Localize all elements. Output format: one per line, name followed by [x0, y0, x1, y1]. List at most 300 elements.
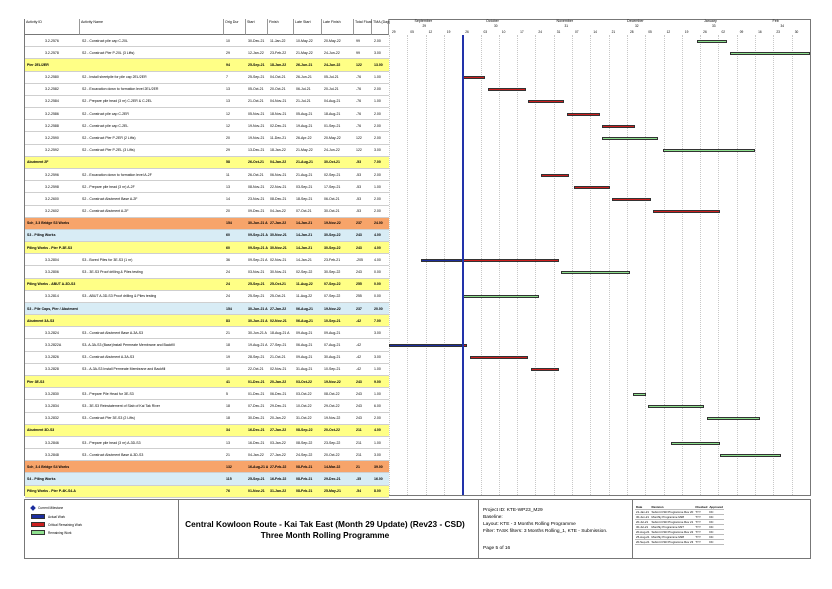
cell-finish: 20-Oct-21	[270, 87, 286, 92]
cell-tma: 39.00	[374, 464, 383, 469]
cell-tf: -205	[356, 257, 364, 262]
table-row[interactable]	[25, 254, 389, 266]
cell-tf: 255	[356, 282, 362, 287]
cell-dur: 24	[226, 294, 230, 299]
week-gridline	[517, 35, 518, 495]
remaining-bar[interactable]	[648, 405, 704, 408]
cell-finish: 18-Jan-22	[270, 62, 287, 67]
column-header-label: Start	[247, 20, 255, 24]
revision-cell: DC	[708, 525, 724, 530]
cell-dur: 132	[226, 464, 232, 469]
week-gridline	[773, 35, 774, 495]
critical-bar[interactable]	[528, 100, 564, 103]
remaining-bar[interactable]	[720, 454, 781, 457]
cell-finish: 11-Dec-21	[270, 136, 287, 141]
column-header-label: Finish	[269, 20, 279, 24]
baseline: Baseline:	[483, 515, 503, 520]
cell-finish: 06-Nov-21	[270, 172, 287, 177]
table-row[interactable]	[25, 120, 389, 132]
table-row[interactable]	[25, 291, 389, 303]
cell-ls: 06-Jul-21	[296, 87, 311, 92]
cell-ls: 03-Oct-22	[296, 379, 312, 384]
table-row[interactable]	[25, 352, 389, 364]
cell-tf: 243	[356, 233, 362, 238]
table-row[interactable]	[25, 84, 389, 96]
cell-ls: 14-Jan-21	[296, 221, 313, 226]
table-row[interactable]	[25, 437, 389, 449]
column-header[interactable]	[25, 19, 80, 35]
cell-tma	[374, 340, 389, 351]
cell-id: Piling Works - Pier P-4K-S4-A	[27, 489, 76, 494]
cell-ls: 07-Oct-21	[296, 209, 312, 214]
cell-tma: 1.00	[374, 440, 381, 445]
cell-tf: -76	[356, 123, 362, 128]
critical-bar[interactable]	[531, 368, 559, 371]
critical-bar[interactable]	[567, 113, 600, 116]
table-row[interactable]	[25, 364, 389, 376]
group-row[interactable]	[25, 315, 389, 327]
cell-tma: 7.00	[374, 160, 381, 165]
cell-id: 3.2-2588	[45, 123, 59, 128]
critical-bar[interactable]	[470, 356, 529, 359]
cell-tf: 122	[356, 136, 362, 141]
cell-dur: 18	[226, 403, 230, 408]
revision-header: Checked	[695, 505, 708, 509]
table-row[interactable]	[25, 327, 389, 339]
table-row[interactable]	[25, 181, 389, 193]
cell-dur: 36	[226, 257, 230, 262]
cell-start: 04-Jan-22	[248, 452, 264, 457]
timescale-week: 09	[739, 30, 744, 34]
revision-cell: DC	[708, 510, 724, 515]
timescale-week: 12	[666, 30, 671, 34]
cell-name: S2 - Install sheetpile for pile cap 2EL/2ER	[82, 75, 147, 80]
timescale-week: 17	[520, 30, 524, 34]
week-gridline	[682, 35, 683, 495]
column-header[interactable]	[322, 19, 354, 35]
cell-dur: 24	[226, 269, 230, 274]
cell-ls: 18-Sep-21	[296, 196, 313, 201]
cell-ls: 03-Sep-21	[296, 184, 313, 189]
cell-finish: 03-Jan-22	[270, 440, 286, 445]
group-row[interactable]	[25, 425, 389, 437]
cell-ls: 19-Aug-21	[296, 123, 313, 128]
cell-start: 22-Oct-21	[248, 367, 264, 372]
cell-dur: 20	[226, 136, 230, 141]
timescale-week: 02	[721, 30, 726, 34]
cell-id: 3.3-2814	[45, 294, 59, 299]
table-row[interactable]	[25, 145, 389, 157]
cell-ls: 03-Oct-22	[296, 391, 312, 396]
timescale-period: 30	[494, 24, 498, 28]
group-row[interactable]	[25, 376, 389, 388]
cell-start: 25-Sep-21	[248, 62, 265, 67]
cell-lf: 24-Jun-22	[324, 148, 340, 153]
timescale-period: 34	[780, 24, 785, 28]
cell-id: Abutment 2F	[27, 160, 49, 165]
cell-tf: 21	[356, 464, 360, 469]
critical-bar[interactable]	[653, 210, 719, 213]
cell-lf: 14-Mar-22	[324, 464, 341, 469]
group-row[interactable]	[25, 59, 389, 71]
cell-dur: 29	[226, 50, 230, 55]
cell-tma: 2.00	[374, 111, 381, 116]
cell-lf: 05-Jul-21	[324, 75, 339, 80]
data-date-line	[462, 35, 464, 495]
cell-tf: 122	[356, 148, 362, 153]
cell-start: 13-Dec-21	[248, 148, 265, 153]
cell-name	[82, 59, 224, 70]
cell-tf: 211	[356, 440, 362, 445]
cell-id: 3.2-2600	[45, 196, 59, 201]
table-row[interactable]	[25, 47, 389, 59]
cell-start: 30-Jun-21 A	[248, 306, 268, 311]
cell-name: S2 - Construct Pier P-2EL (3 Lifts)	[82, 148, 135, 153]
actual-work-swatch-icon	[31, 514, 45, 519]
cell-finish: 30-Nov-21	[270, 233, 287, 238]
timescale-week: 10	[501, 30, 506, 34]
cell-tma: 9.00	[374, 379, 381, 384]
cell-finish: 04-Jan-22	[270, 160, 287, 165]
cell-dur: 14	[226, 196, 230, 201]
cell-lf: 10-Sep-21	[324, 318, 341, 323]
cell-id: 3.3-2804	[45, 257, 59, 262]
table-row[interactable]	[25, 108, 389, 120]
critical-bar[interactable]	[612, 198, 650, 201]
cell-finish: 02-Nov-21	[270, 257, 287, 262]
cell-id: 3.3-2832	[45, 416, 59, 421]
cell-name: S2 - Construct Pier P-20L (3 Lifts)	[82, 50, 135, 55]
table-row[interactable]	[25, 388, 389, 400]
column-header-label: Late Start	[295, 20, 311, 24]
cell-start: 19-Aug-21 A	[248, 343, 268, 348]
cell-name	[82, 473, 224, 484]
cell-lf: 04-Aug-21	[324, 99, 341, 104]
cell-tf: -76	[356, 75, 362, 80]
group-row[interactable]	[25, 242, 389, 254]
cell-lf: 29-Oct-22	[324, 403, 340, 408]
cell-start: 05-Nov-21	[248, 111, 265, 116]
cell-name: S3 - Construct Abutment A-3A-S3	[82, 355, 135, 360]
cell-finish: 18-Nov-21	[270, 111, 287, 116]
cell-ls: 21-Aug-21	[296, 172, 313, 177]
remaining-bar[interactable]	[462, 295, 539, 298]
cell-finish: 31-Jan-22	[270, 489, 287, 494]
timescale-week: 19	[684, 30, 689, 34]
revision-cell: TYY	[694, 515, 708, 520]
cell-tma: 1.00	[374, 367, 381, 372]
cell-id: 3.2-2582	[45, 87, 59, 92]
cell-start: 21-Oct-21	[248, 99, 264, 104]
cell-dur: 13	[226, 99, 230, 104]
remaining-bar[interactable]	[707, 417, 761, 420]
cell-finish: 08-Dec-21	[270, 196, 287, 201]
cell-dur: 21	[226, 330, 230, 335]
table-row[interactable]	[25, 72, 389, 84]
cell-tma: 0.00	[374, 294, 381, 299]
cell-ls: 09-Aug-21	[296, 330, 313, 335]
group-row[interactable]	[25, 279, 389, 291]
table-row[interactable]	[25, 193, 389, 205]
revision-cell: TYY	[694, 530, 708, 535]
cell-lf: 18-Aug-21	[324, 111, 341, 116]
cell-tf: -76	[356, 111, 362, 116]
revision-cell: 20-Sep-21	[636, 540, 650, 544]
cell-lf: 06-Oct-21	[324, 196, 340, 201]
report-title	[180, 519, 470, 541]
cell-tf: 243	[356, 379, 362, 384]
cell-start: 25-Sep-21	[248, 477, 265, 482]
cell-tma: 24.00	[374, 221, 383, 226]
revision-cell: TYY	[694, 520, 708, 525]
cell-ls: 10-May-22	[296, 38, 313, 43]
week-gridline	[755, 35, 756, 495]
group-row[interactable]	[25, 157, 389, 169]
cell-tma: 0.00	[374, 269, 381, 274]
critical-bar[interactable]	[541, 174, 569, 177]
revision-cell: Monthly Programme M28	[651, 515, 695, 520]
layout: Layout: KTE - 3 Months Rolling Programme	[483, 522, 576, 527]
cell-ls: 24-Sep-22	[296, 452, 313, 457]
cell-start: 09-Sep-21 A	[248, 245, 268, 250]
revision-cell: Submit CSD Programme Rev 20	[651, 510, 694, 514]
remaining-bar[interactable]	[671, 442, 719, 445]
column-header[interactable]	[268, 19, 294, 35]
cell-tma: 4.00	[374, 428, 381, 433]
group-row[interactable]	[25, 486, 389, 498]
cell-name	[82, 376, 224, 387]
cell-start: 05-Oct-21	[248, 87, 264, 92]
column-header[interactable]	[354, 19, 372, 35]
cell-id: Piling Works - ABUT A-3D-S3	[27, 282, 76, 287]
actual-bar[interactable]	[389, 344, 462, 347]
revision-row	[635, 515, 724, 520]
timescale-week: 21	[611, 30, 616, 34]
cell-lf: 20-Jul-21	[324, 87, 339, 92]
cell-dur: 29	[226, 148, 230, 153]
cell-start: 12-Jan-22	[248, 50, 264, 55]
cell-finish: 22-Nov-21	[270, 184, 287, 189]
actual-bar[interactable]	[421, 259, 462, 262]
cell-ls: 08-Feb-21	[296, 477, 313, 482]
legend-current-milestone	[31, 506, 63, 510]
remaining-bar[interactable]	[602, 137, 658, 140]
table-row[interactable]	[25, 413, 389, 425]
cell-finish: 30-Nov-21	[270, 269, 287, 274]
critical-bar[interactable]	[462, 76, 485, 79]
cell-finish: 04-Nov-21	[270, 99, 287, 104]
cell-name	[82, 425, 224, 436]
group-row[interactable]	[25, 473, 389, 485]
week-gridline	[554, 35, 555, 495]
timescale-month: December	[627, 19, 644, 23]
timescale-period: 33	[712, 24, 716, 28]
cell-finish: 21-Oct-21	[270, 355, 286, 360]
cell-id: 3.3-2848	[45, 452, 59, 457]
cell-finish: 20-Jan-22	[270, 416, 286, 421]
table-row[interactable]	[25, 96, 389, 108]
cell-tma: 4.00	[374, 257, 381, 262]
cell-id: S4 - Piling Works	[27, 477, 56, 482]
cell-lf: 20-Oct-22	[324, 428, 340, 433]
group-row[interactable]	[25, 303, 389, 315]
cell-ls: 08-Feb-21	[296, 489, 313, 494]
revision-cell: DC	[708, 515, 724, 520]
cell-name	[82, 461, 224, 472]
cell-lf: 01-Sep-21	[324, 123, 341, 128]
cell-start: 30-Dec-21	[248, 38, 265, 43]
cell-ls: 31-Oct-22	[296, 416, 312, 421]
revision-cell: Monthly Programme M27	[651, 525, 695, 530]
cell-name: S3 - Bored Piles for 3E-S3 (1 nr)	[82, 257, 133, 262]
timescale-week: 16	[758, 30, 762, 34]
timescale-month: October	[486, 19, 499, 23]
table-row[interactable]	[25, 169, 389, 181]
report-title-line1: Central Kowloon Route - Kai Tak East (Month 29 Update) (Rev23 - CSD)	[185, 519, 465, 529]
page-number: Page 5 of 16	[483, 546, 511, 551]
remaining-bar[interactable]	[697, 40, 728, 43]
cell-name: S3- A-3A-S3 (Base)Install Permeate Membrane and Backfill	[82, 343, 175, 348]
timescale-month: Feb	[772, 19, 779, 23]
cell-finish: 16-Feb-22	[270, 477, 287, 482]
cell-tma: 7.00	[374, 318, 381, 323]
table-row[interactable]	[25, 400, 389, 412]
cell-tf: 243	[356, 416, 362, 421]
column-header[interactable]	[80, 19, 224, 35]
cell-tma: 1.00	[374, 184, 381, 189]
cell-tf: 243	[356, 245, 362, 250]
cell-finish: 23-Feb-22	[270, 50, 287, 55]
cell-name: S3 - 3E-S3 Proof drilling & Piles testing	[82, 269, 143, 274]
cell-start: 25-Sep-21	[248, 75, 265, 80]
critical-bar[interactable]	[462, 259, 559, 262]
cell-id: 3.3-2834	[45, 403, 59, 408]
cell-tma: 2.00	[374, 172, 381, 177]
cell-tf: 211	[356, 452, 362, 457]
week-gridline	[535, 35, 536, 495]
cell-dur: 18	[226, 343, 230, 348]
cell-lf: 24-Jun-22	[324, 50, 340, 55]
cell-ls: 08-Sep-22	[296, 428, 313, 433]
cell-lf: 17-Sep-21	[324, 184, 341, 189]
remaining-work-swatch-icon	[31, 530, 45, 535]
timescale-week: 12	[428, 30, 433, 34]
timescale-week: 28	[629, 30, 634, 34]
timescale-week: 26	[703, 30, 707, 34]
cell-dur: 60	[226, 233, 230, 238]
cell-finish: 27-Jan-22	[270, 221, 287, 226]
cell-lf: 07-Sep-22	[324, 294, 341, 299]
cell-name: S2 - Construct pile cap C-2ER	[82, 111, 129, 116]
group-row[interactable]	[25, 461, 389, 473]
cell-tf: -53	[356, 209, 362, 214]
cell-dur: 115	[226, 477, 232, 482]
cell-ls: 09-Aug-21	[296, 355, 313, 360]
cell-ls: 31-Aug-21	[296, 367, 313, 372]
cell-id: 3.2-2598	[45, 184, 59, 189]
cell-ls: 14-Jan-21	[296, 257, 312, 262]
table-row[interactable]	[25, 132, 389, 144]
table-row[interactable]	[25, 449, 389, 461]
cell-lf: 30-Sep-22	[324, 269, 341, 274]
cell-dur: 12	[226, 111, 230, 116]
cell-tf: 211	[356, 428, 362, 433]
cell-name: S3 - Construct Abutment Base A-3A-S3	[82, 330, 144, 335]
critical-bar[interactable]	[574, 186, 610, 189]
remaining-bar[interactable]	[663, 149, 755, 152]
timescale-week: 23	[776, 30, 780, 34]
cell-dur: 41	[226, 379, 230, 384]
revision-table	[635, 505, 724, 545]
cell-finish: 04-Oct-21	[270, 75, 286, 80]
revision-cell: Submit CSD Programme Rev 23	[651, 540, 694, 544]
table-row[interactable]	[25, 266, 389, 278]
column-header[interactable]	[224, 19, 246, 35]
cell-tma: 1.00	[374, 75, 381, 80]
cell-lf: 30-Oct-21	[324, 209, 340, 214]
filter: Filter: TASK filters: 3 Months Rolling_1, KTE - Submission.	[483, 529, 608, 534]
report-title-line2: Three Month Rolling Programme	[260, 530, 390, 540]
timescale-week: 07	[575, 30, 579, 34]
cell-id: 3.2-2592	[45, 148, 59, 153]
cell-lf: 08-Oct-22	[324, 391, 340, 396]
timescale-period: 31	[564, 24, 569, 28]
cell-tf: 99	[356, 50, 360, 55]
timescale-month: November	[556, 19, 574, 23]
week-gridline	[792, 35, 793, 495]
cell-start: 30-Jun-21 A	[248, 221, 268, 226]
cell-start: 30-Jun-21 A	[248, 330, 267, 335]
cell-start: 16-Dec-21	[248, 440, 265, 445]
table-row[interactable]	[25, 206, 389, 218]
revision-header: Date	[635, 505, 651, 510]
remaining-bar[interactable]	[730, 52, 810, 55]
cell-id: Pier 3E-S3	[27, 379, 45, 384]
cell-lf: 20-May-22	[324, 136, 341, 141]
cell-name	[82, 315, 224, 326]
cell-lf: 24-Jun-22	[324, 62, 341, 67]
cell-id: Sch_3.3 Bridge S3 Works	[27, 221, 70, 226]
revision-cell: DC	[708, 540, 724, 545]
remaining-bar[interactable]	[561, 271, 630, 274]
cell-tf: -53	[356, 160, 362, 165]
cell-tma: 2.00	[374, 416, 381, 421]
cell-dur: 12	[226, 123, 230, 128]
cell-ls: 26-Apr-22	[296, 136, 312, 141]
cell-start: 09-Sep-21 A	[248, 233, 268, 238]
cell-tma: 3.00	[374, 148, 381, 153]
column-header[interactable]	[294, 19, 322, 35]
column-header[interactable]	[372, 19, 389, 35]
cell-finish: 29-Dec-21	[270, 403, 287, 408]
week-gridline	[590, 35, 591, 495]
cell-id: Piling Works - Pier P-3E-S3	[27, 245, 73, 250]
column-header[interactable]	[246, 19, 268, 35]
group-row[interactable]	[25, 230, 389, 242]
cell-tma: 0.00	[374, 282, 381, 287]
table-row[interactable]	[25, 340, 389, 352]
cell-tma: 3.00	[374, 50, 381, 55]
revision-cell: DC	[708, 530, 724, 535]
group-row[interactable]	[25, 218, 389, 230]
cell-dur: 18	[226, 416, 230, 421]
revision-cell: TYY	[694, 535, 708, 540]
remaining-bar[interactable]	[633, 393, 646, 396]
critical-bar[interactable]	[602, 125, 635, 128]
table-row[interactable]	[25, 35, 389, 47]
cell-id: 3.3-2824	[45, 330, 59, 335]
critical-bar[interactable]	[488, 88, 526, 91]
